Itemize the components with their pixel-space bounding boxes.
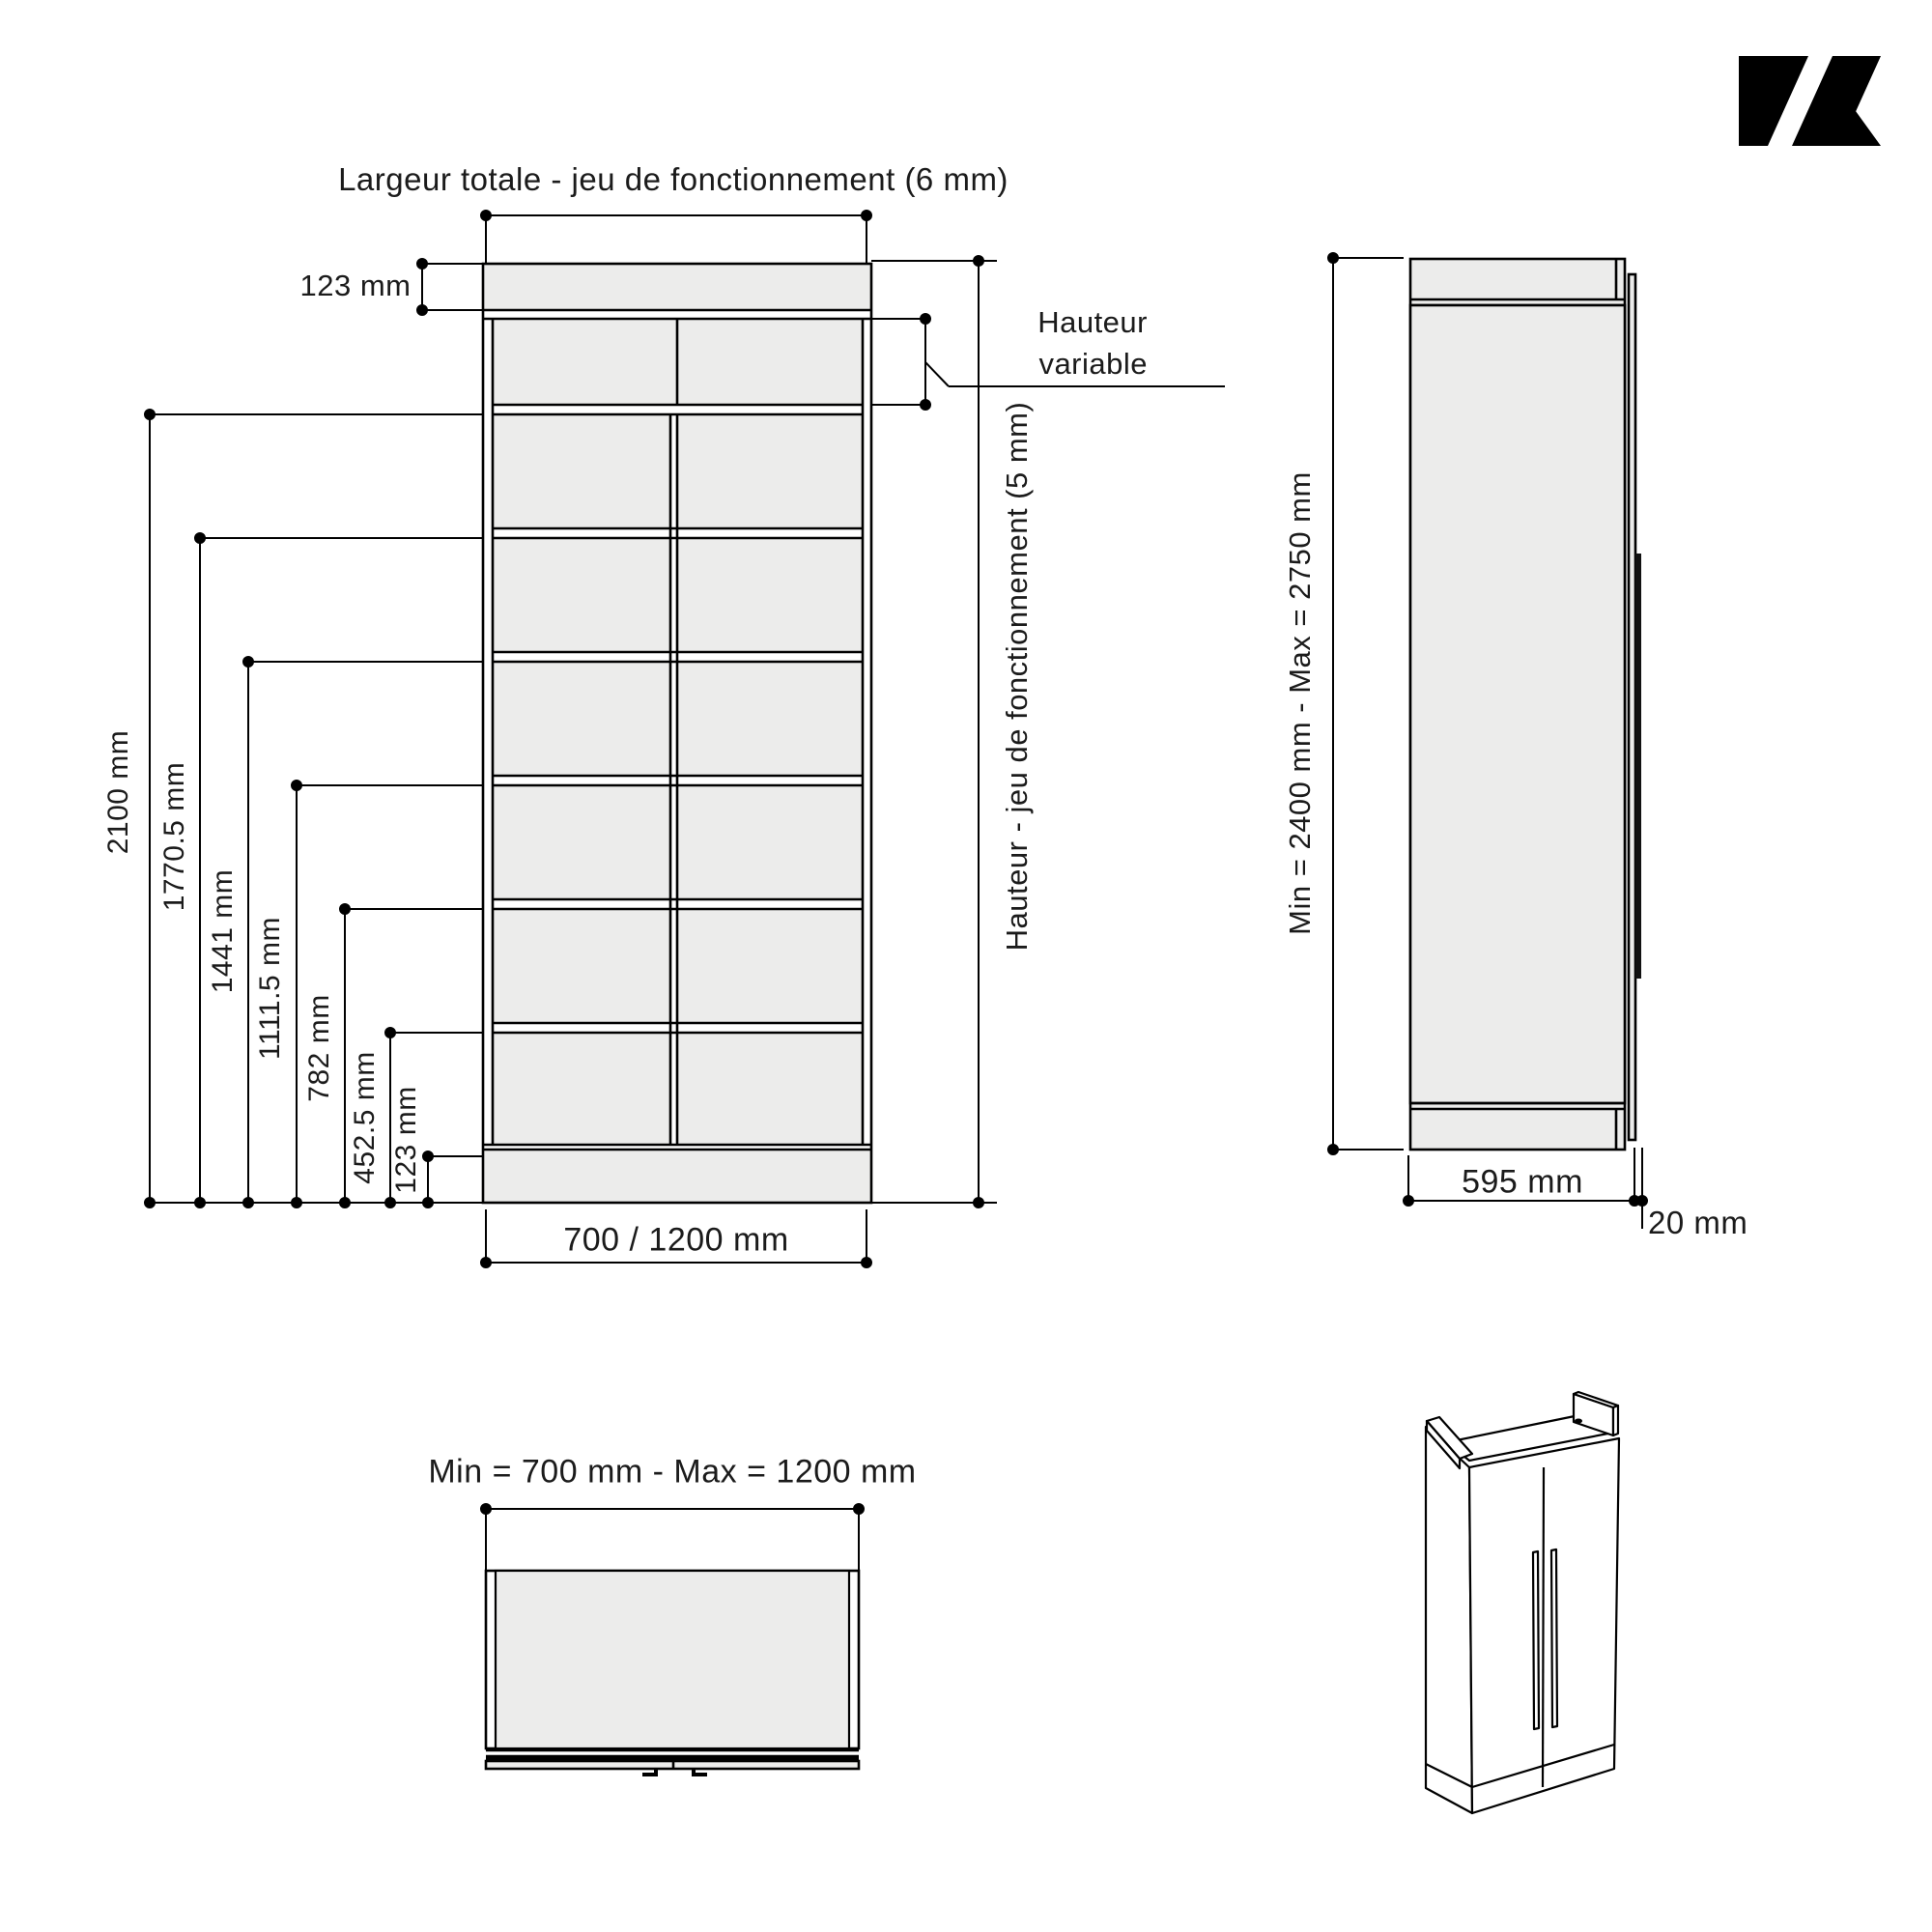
- top-view-dimension: [481, 1504, 864, 1571]
- front-right-dim-label: Hauteur - jeu de fonctionnement (5 mm): [1000, 401, 1034, 952]
- top-view-drawing: [486, 1571, 859, 1776]
- brand-logo: [1739, 56, 1881, 146]
- height-dim-label-123: 123 mm: [390, 1086, 422, 1194]
- side-view-drawing: [1410, 259, 1641, 1150]
- side-depth-label: 595 mm: [1462, 1163, 1583, 1201]
- front-bottom-width-label: 700 / 1200 mm: [563, 1221, 789, 1259]
- front-view-title: Largeur totale - jeu de fonctionnement (6 mm): [338, 161, 1009, 197]
- variable-height-label-line1: Hauteur: [1037, 305, 1148, 339]
- height-dim-label-782: 782 mm: [303, 994, 335, 1102]
- front-view-right-dimensions: [871, 256, 1225, 1208]
- variable-height-label: [1037, 301, 1148, 384]
- height-dim-label-1770: 1770.5 mm: [158, 761, 190, 912]
- door-thickness-label: 20 mm: [1648, 1205, 1748, 1240]
- perspective-view-drawing: [1426, 1392, 1619, 1813]
- height-dim-label-1111: 1111.5 mm: [254, 917, 286, 1060]
- height-dim-label-1441: 1441 mm: [207, 868, 239, 994]
- height-dim-label-2100: 2100 mm: [102, 729, 134, 855]
- side-height-dim-label: Min = 2400 mm - Max = 2750 mm: [1283, 471, 1317, 935]
- variable-height-label-line2: variable: [1038, 347, 1148, 381]
- height-dim-label-452: 452.5 mm: [349, 1051, 381, 1184]
- front-top-band-dim-label: 123 mm: [299, 269, 412, 302]
- top-view-width-label: Min = 700 mm - Max = 1200 mm: [428, 1453, 917, 1491]
